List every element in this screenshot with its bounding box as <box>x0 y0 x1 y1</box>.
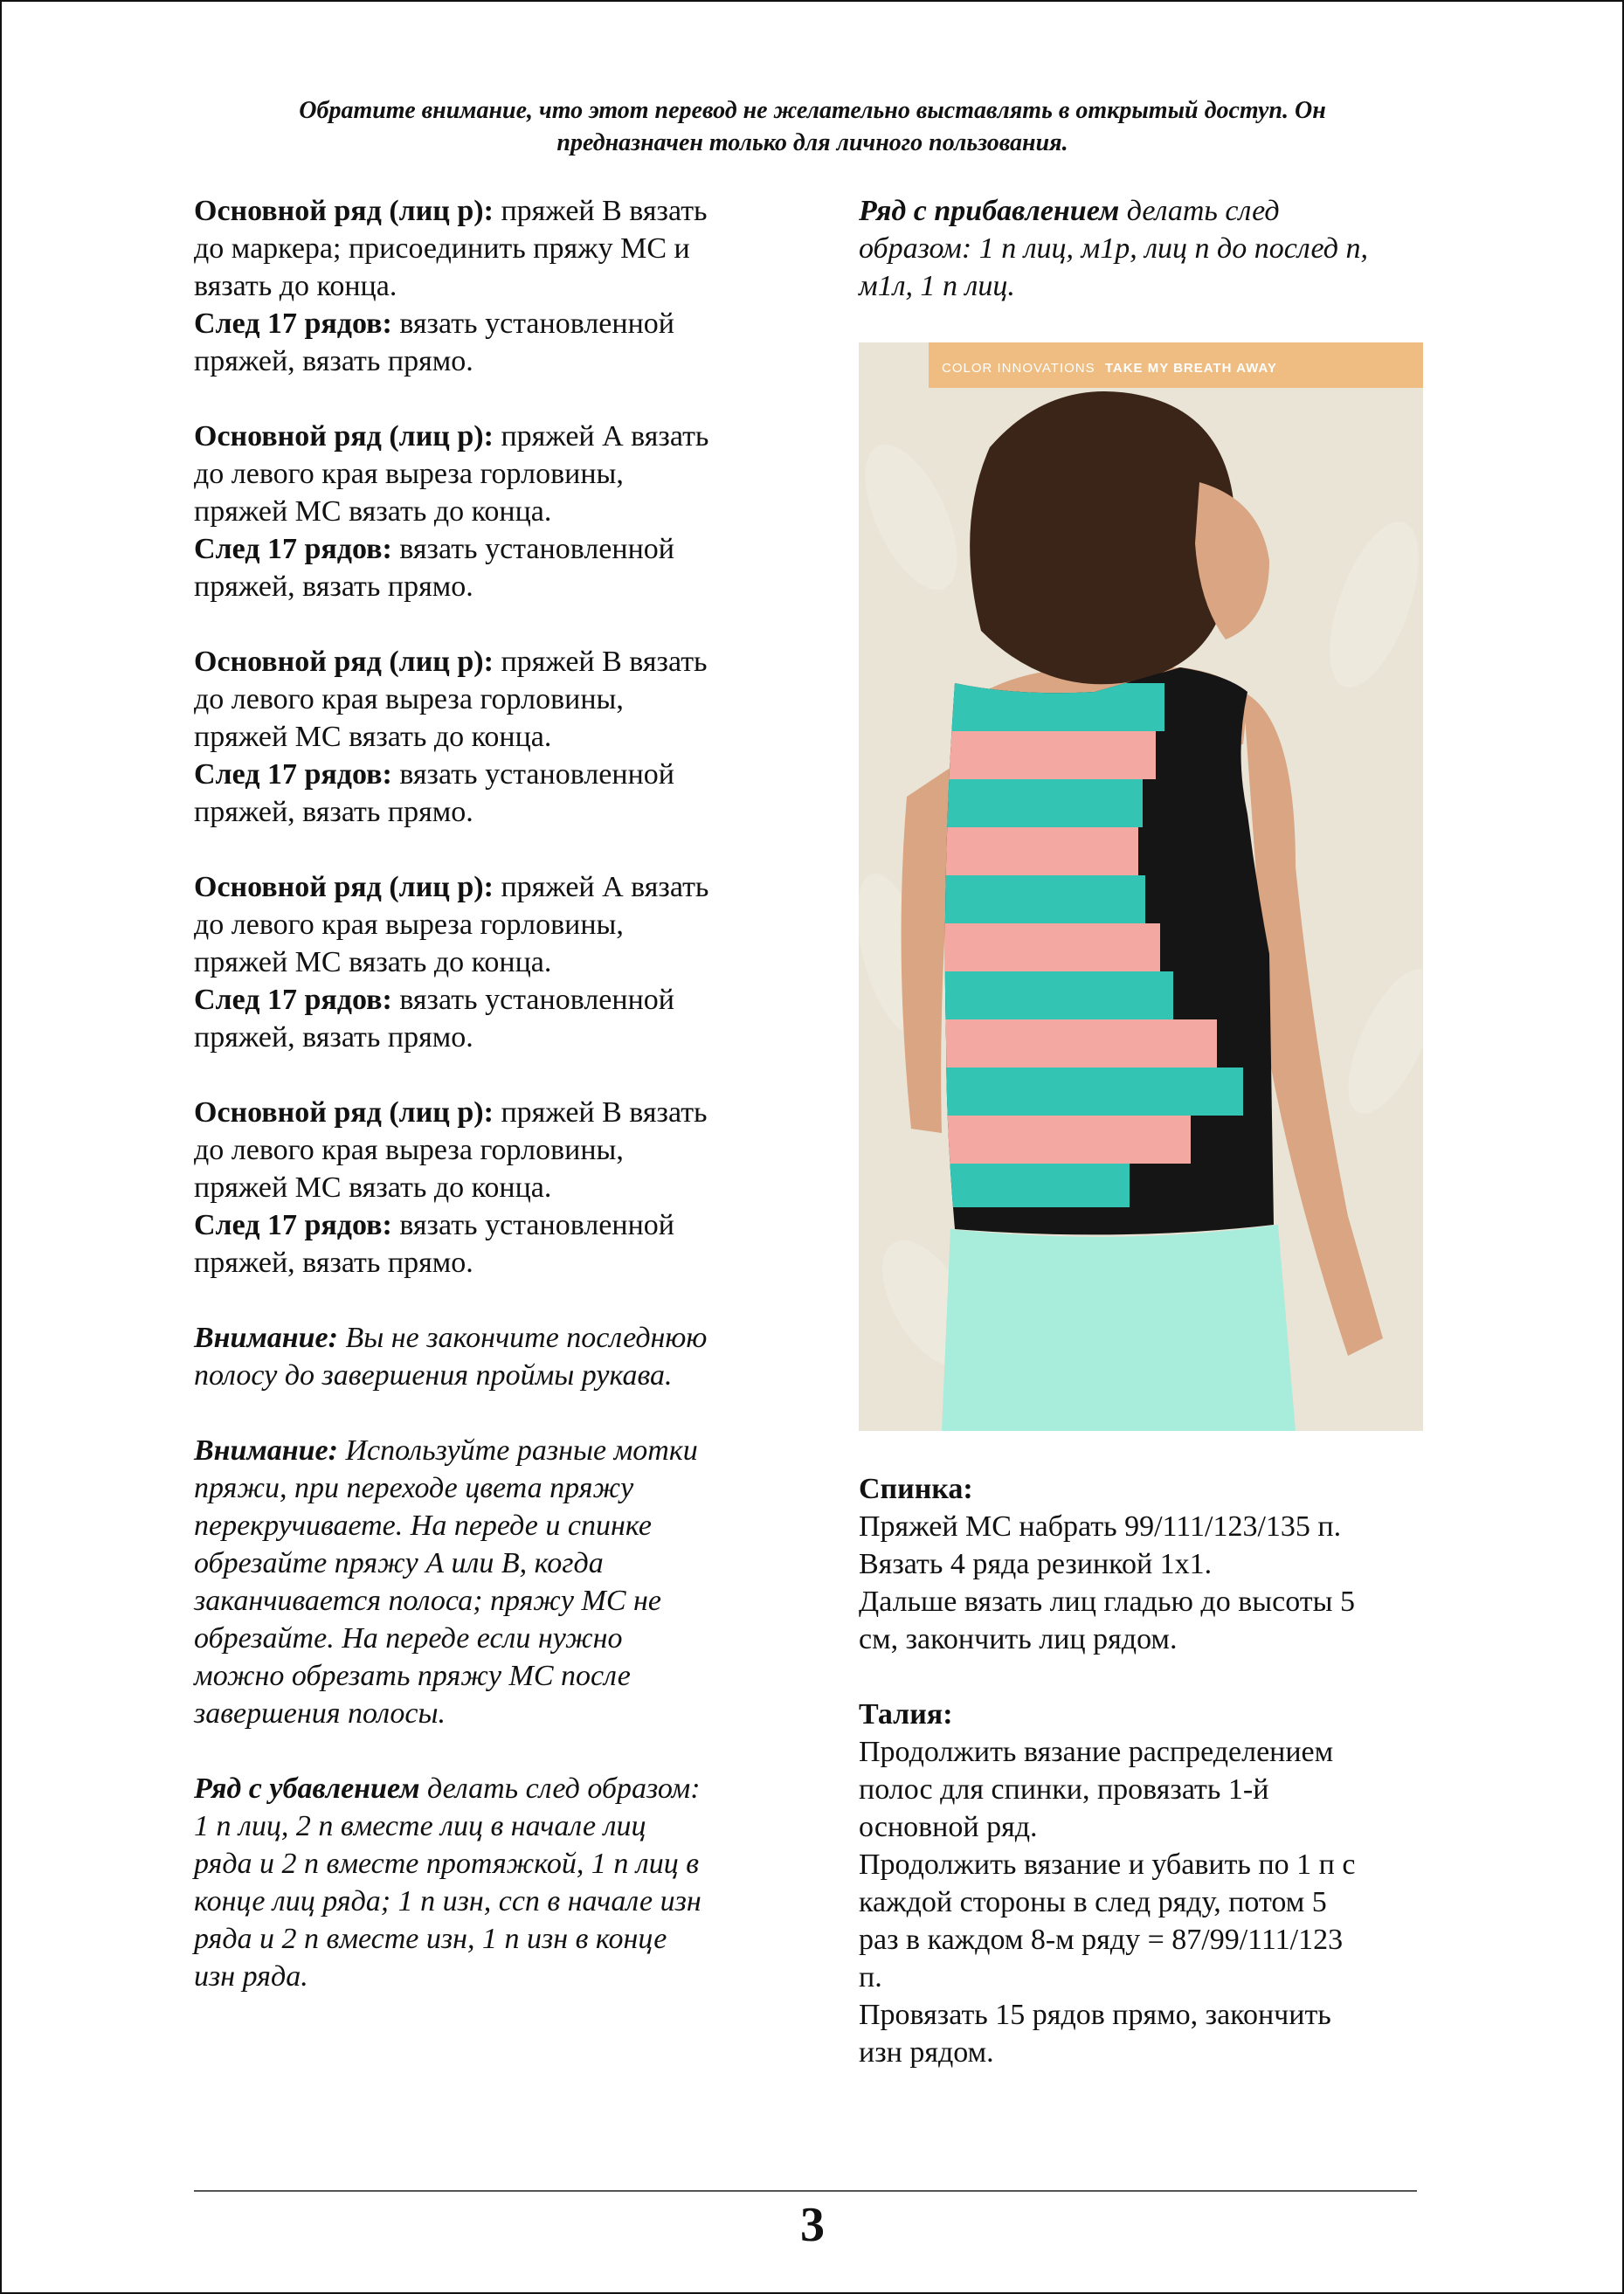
stripe-block-text: до левого края выреза горловины, <box>194 909 624 941</box>
stripe-teal-3 <box>937 875 1145 923</box>
increase-row-instruction <box>859 192 1435 305</box>
waist-line: п. <box>859 1961 882 1993</box>
stripe-block-line <box>194 455 805 493</box>
stripe-block-text: пряжей МС вязать до конца. <box>194 1171 552 1204</box>
stripe-block-text: до маркера; присоединить пряжу МС и <box>194 232 690 265</box>
stripe-block-label: Основной ряд (лиц р): <box>194 1096 494 1129</box>
stripe-block <box>194 192 805 380</box>
stripe-teal-6 <box>937 1164 1130 1207</box>
note-sleeve-line <box>194 1357 805 1394</box>
stripe-block <box>194 868 805 1056</box>
note-yarn-text: можно обрезать пряжу МС после <box>194 1660 631 1692</box>
decrease-line <box>194 1845 805 1883</box>
back-section <box>859 1470 1435 1658</box>
stripe-block-text: вязать до конца. <box>194 270 397 302</box>
stripe-block-line <box>194 1019 805 1056</box>
stripe-pink-2 <box>937 827 1138 875</box>
stripe-block <box>194 643 805 831</box>
right-column-top <box>859 192 1435 342</box>
note-yarn-line <box>194 1469 805 1507</box>
stripe-block-text: вязать установленной <box>391 533 674 565</box>
note-yarn-line <box>194 1582 805 1620</box>
stripe-block-text: вязать установленной <box>391 758 674 791</box>
waist-heading: Талия: <box>859 1698 953 1731</box>
stripe-block-line <box>194 1244 805 1282</box>
stripe-block-text: пряжей А вязать <box>493 420 709 453</box>
svg-text:COLOR INNOVATIONS TAKE M <box>942 361 1277 376</box>
note-yarn-text: перекручиваете. На переде и спинке <box>194 1510 652 1542</box>
jeans <box>942 1225 1296 1431</box>
note-yarn-text: завершения полосы. <box>194 1697 446 1730</box>
stripe-block-label: След 17 рядов: <box>194 984 392 1016</box>
waist-line: полос для спинки, провязать 1-й <box>859 1773 1269 1806</box>
back-line: Дальше вязать лиц гладью до высоты 5 <box>859 1586 1355 1618</box>
stripe-block-line <box>194 493 805 530</box>
stripe-pink-4 <box>937 1019 1217 1068</box>
stripe-block-line <box>194 756 805 793</box>
stripe-block-text: пряжей МС вязать до конца. <box>194 946 552 978</box>
note-yarn-text: пряжи, при переходе цвета пряжу <box>194 1472 634 1504</box>
note-sleeve-text: Вы не закончите последнюю <box>337 1322 708 1354</box>
stripe-teal-5 <box>937 1068 1243 1116</box>
stripe-block-text: пряжей А вязать <box>493 871 709 903</box>
note-yarn-text: обрезайте пряжу А или В, когда <box>194 1547 604 1579</box>
increase-text: м1л, 1 п лиц. <box>859 270 1015 302</box>
note-yarn-line <box>194 1544 805 1582</box>
stripe-block-line <box>194 1169 805 1206</box>
waist-line: каждой стороны в след ряду, потом 5 <box>859 1886 1327 1918</box>
stripe-block-text: пряжей МС вязать до конца. <box>194 495 552 528</box>
decrease-line <box>194 1770 805 1807</box>
footer-divider <box>194 2190 1417 2192</box>
notice-line-1: Обратите внимание, что этот перевод не желательно выставлять в открытый доступ. Он <box>299 97 1326 124</box>
stripe-block-label: Основной ряд (лиц р): <box>194 646 494 678</box>
increase-text: делать след <box>1119 195 1280 227</box>
note-yarn-text: обрезайте. На переде если нужно <box>194 1622 623 1655</box>
note-sleeve-text: полосу до завершения проймы рукава. <box>194 1359 673 1392</box>
stripe-block-label: След 17 рядов: <box>194 1209 392 1241</box>
stripe-block-line <box>194 943 805 981</box>
note-yarn <box>194 1432 805 1732</box>
note-yarn-label: Внимание: <box>194 1434 338 1467</box>
note-sleeve-line <box>194 1319 805 1357</box>
decrease-line <box>194 1958 805 1995</box>
stripe-block-text: пряжей В вязать <box>493 195 708 227</box>
banner-title: TAKE MY BREATH AWAY <box>1104 361 1277 376</box>
waist-section <box>859 1696 1435 2071</box>
stripe-block-line <box>194 718 805 756</box>
note-sleeve-label: Внимание: <box>194 1322 338 1354</box>
banner-prefix: COLOR INNOVATIONS <box>942 361 1095 376</box>
stripe-block-line <box>194 681 805 718</box>
stripe-block-text: пряжей, вязать прямо. <box>194 796 473 828</box>
privacy-notice <box>192 94 1433 159</box>
left-column <box>194 192 805 2033</box>
stripe-block-line <box>194 267 805 305</box>
stripe-block-text: пряжей В вязать <box>493 1096 708 1129</box>
model-photo <box>859 342 1423 1431</box>
stripe-instructions <box>194 192 805 1282</box>
stripe-block-text: пряжей, вязать прямо. <box>194 570 473 603</box>
stripe-block-line <box>194 868 805 906</box>
stripe-block-line <box>194 230 805 267</box>
note-yarn-line <box>194 1657 805 1695</box>
waist-line: Провязать 15 рядов прямо, закончить <box>859 1999 1331 2031</box>
waist-line: Продолжить вязание и убавить по 1 п с <box>859 1848 1356 1881</box>
stripe-block-line <box>194 192 805 230</box>
stripe-block-text: вязать установленной <box>391 1209 674 1241</box>
stripe-pink-5 <box>937 1116 1191 1164</box>
increase-label: Ряд с прибавлением <box>859 195 1120 227</box>
increase-line <box>859 230 1435 267</box>
decrease-text: 1 п лиц, 2 п вместе лиц в начале лиц <box>194 1810 646 1842</box>
stripe-block-line <box>194 342 805 380</box>
stripe-block-text: пряжей В вязать <box>493 646 708 678</box>
waist-line: основной ряд. <box>859 1811 1038 1843</box>
stripe-block-line <box>194 643 805 681</box>
increase-line <box>859 267 1435 305</box>
stripe-block-label: След 17 рядов: <box>194 307 392 340</box>
decrease-text: ряда и 2 п вместе протяжкой, 1 п лиц в <box>194 1848 699 1880</box>
stripe-block-line <box>194 1206 805 1244</box>
decrease-line <box>194 1807 805 1845</box>
right-column-bottom <box>859 1470 1435 2109</box>
page-number: 3 <box>800 2198 825 2252</box>
stripe-pink-3 <box>937 923 1160 971</box>
stripe-block-label: Основной ряд (лиц р): <box>194 871 494 903</box>
stripe-block-line <box>194 793 805 831</box>
stripe-block-text: пряжей, вязать прямо. <box>194 345 473 377</box>
back-heading: Спинка: <box>859 1473 973 1505</box>
increase-text: образом: 1 п лиц, м1р, лиц п до послед п, <box>859 232 1368 265</box>
stripe-block-line <box>194 906 805 943</box>
decrease-row-instruction <box>194 1770 805 1995</box>
waist-line: Продолжить вязание распределением <box>859 1736 1334 1768</box>
stripe-block-label: След 17 рядов: <box>194 533 392 565</box>
waist-line: раз в каждом 8-м ряду = 87/99/111/123 <box>859 1924 1344 1956</box>
stripe-block-text: до левого края выреза горловины, <box>194 1134 624 1166</box>
note-yarn-line <box>194 1695 805 1732</box>
stripe-block <box>194 1094 805 1282</box>
decrease-label: Ряд с убавлением <box>194 1772 420 1805</box>
knitted-tank-top <box>937 657 1287 1251</box>
stripe-block <box>194 418 805 605</box>
decrease-text: делать след образом: <box>419 1772 701 1805</box>
note-yarn-line <box>194 1507 805 1544</box>
decrease-line <box>194 1920 805 1958</box>
note-sleeve <box>194 1319 805 1394</box>
stripe-block-text: вязать установленной <box>391 307 674 340</box>
stripe-block-line <box>194 1131 805 1169</box>
decrease-text: ряда и 2 п вместе изн, 1 п изн в конце <box>194 1923 667 1955</box>
stripe-block-line <box>194 418 805 455</box>
stripe-block-label: След 17 рядов: <box>194 758 392 791</box>
back-line: Вязать 4 ряда резинкой 1х1. <box>859 1548 1213 1580</box>
stripe-block-text: пряжей, вязать прямо. <box>194 1247 473 1279</box>
stripe-teal-2 <box>937 779 1143 827</box>
stripe-block-text: до левого края выреза горловины, <box>194 683 624 715</box>
stripe-pink-1 <box>937 731 1156 779</box>
note-yarn-line <box>194 1620 805 1657</box>
stripe-block-line <box>194 305 805 342</box>
note-yarn-text: заканчивается полоса; пряжу МС не <box>194 1585 661 1617</box>
decrease-line <box>194 1883 805 1920</box>
stripe-block-line <box>194 530 805 568</box>
stripe-block-line <box>194 1094 805 1131</box>
stripe-block-text: пряжей, вязать прямо. <box>194 1021 473 1054</box>
stripe-block-label: Основной ряд (лиц р): <box>194 420 494 453</box>
stripe-block-line <box>194 981 805 1019</box>
decrease-text: изн ряда. <box>194 1960 308 1993</box>
stripe-block-label: Основной ряд (лиц р): <box>194 195 494 227</box>
decrease-text: конце лиц ряда; 1 п изн, ссп в начале изн <box>194 1885 701 1917</box>
notice-line-2: предназначен только для личного пользования. <box>556 129 1068 156</box>
back-line: Пряжей МС набрать 99/111/123/135 п. <box>859 1510 1342 1543</box>
stripe-block-text: вязать установленной <box>391 984 674 1016</box>
note-yarn-line <box>194 1432 805 1469</box>
stripe-block-text: до левого края выреза горловины, <box>194 458 624 490</box>
back-line: см, закончить лиц рядом. <box>859 1623 1178 1655</box>
waist-line: изн рядом. <box>859 2036 994 2069</box>
stripe-block-text: пряжей МС вязать до конца. <box>194 721 552 753</box>
stripe-teal-4 <box>937 971 1173 1019</box>
increase-line <box>859 192 1435 230</box>
stripe-block-line <box>194 568 805 605</box>
note-yarn-text: Используйте разные мотки <box>337 1434 698 1467</box>
